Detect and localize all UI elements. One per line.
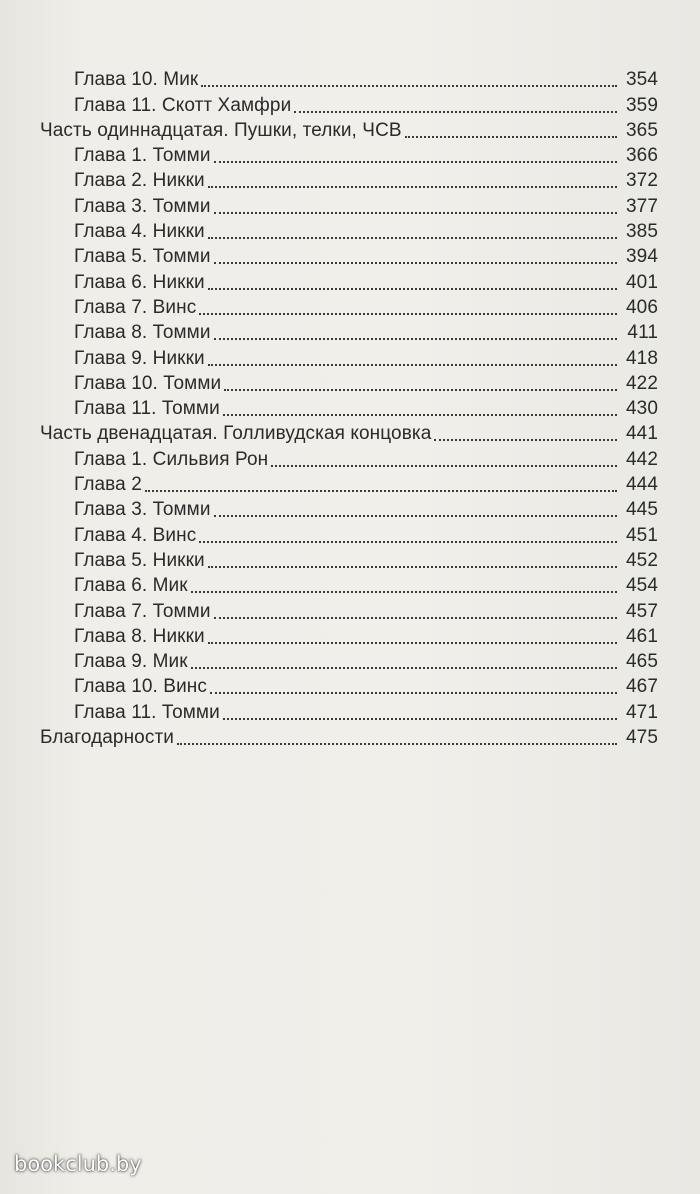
toc-entry-title: Глава 11. Томми: [74, 398, 220, 420]
toc-dot-leader: [214, 617, 617, 619]
toc-entry-page-number: 467: [625, 676, 658, 698]
toc-entry-page-number: 385: [625, 221, 658, 243]
toc-dot-leader: [223, 718, 617, 720]
toc-dot-leader: [199, 313, 617, 315]
toc-part-entry: [40, 117, 658, 142]
toc-entry-page-number: 444: [625, 474, 658, 496]
toc-dot-leader: [191, 591, 617, 593]
site-watermark: bookclub.by: [14, 1152, 142, 1176]
toc-entry-title: Часть двенадцатая. Голливудская концовка: [40, 423, 432, 445]
toc-entry-page-number: 354: [625, 69, 658, 91]
toc-entry-title: Глава 5. Никки: [74, 549, 205, 571]
toc-dot-leader: [208, 566, 617, 568]
toc-chapter-entry: [40, 445, 658, 470]
toc-dot-leader: [271, 465, 617, 467]
toc-chapter-entry: [40, 572, 658, 597]
toc-chapter-entry: [40, 547, 658, 572]
toc-dot-leader: [208, 364, 617, 366]
toc-entry-page-number: 451: [625, 524, 658, 546]
toc-chapter-entry: [40, 218, 658, 243]
toc-entry-page-number: 452: [625, 549, 658, 571]
toc-entry-title: Глава 6. Никки: [74, 271, 205, 293]
toc-dot-leader: [434, 439, 617, 441]
toc-dot-leader: [214, 338, 617, 340]
toc-dot-leader: [208, 237, 617, 239]
toc-entry-title: Глава 6. Мик: [74, 575, 188, 597]
toc-entry-title: Благодарности: [40, 727, 174, 749]
toc-dot-leader: [199, 541, 617, 543]
toc-entry-title: Глава 3. Томми: [74, 195, 211, 217]
toc-dot-leader: [294, 111, 617, 113]
toc-entry-title: Глава 2: [74, 474, 142, 496]
toc-entry-page-number: 401: [625, 271, 658, 293]
toc-chapter-entry: [40, 344, 658, 369]
toc-entry-title: Глава 9. Никки: [74, 347, 205, 369]
toc-dot-leader: [223, 414, 617, 416]
toc-entry-page-number: 406: [625, 296, 658, 318]
toc-chapter-entry: [40, 673, 658, 698]
toc-dot-leader: [145, 490, 617, 492]
toc-chapter-entry: [40, 521, 658, 546]
toc-chapter-entry: [40, 597, 658, 622]
toc-entry-title: Глава 8. Томми: [74, 322, 211, 344]
toc-dot-leader: [210, 692, 617, 694]
toc-entry-page-number: 418: [625, 347, 658, 369]
toc-entry-title: Глава 11. Скотт Хамфри: [74, 94, 292, 116]
toc-entry-page-number: 359: [625, 94, 658, 116]
toc-dot-leader: [214, 161, 617, 163]
toc-dot-leader: [405, 136, 617, 138]
toc-entry-title: Глава 5. Томми: [74, 246, 211, 268]
toc-entry-page-number: 454: [625, 575, 658, 597]
toc-entry-title: Глава 1. Томми: [74, 145, 211, 167]
toc-entry-title: Глава 4. Никки: [74, 221, 205, 243]
toc-dot-leader: [208, 642, 617, 644]
toc-dot-leader: [208, 288, 617, 290]
toc-chapter-entry: [40, 370, 658, 395]
toc-entry-title: Глава 10. Винс: [74, 676, 207, 698]
toc-part-entry: [40, 420, 658, 445]
toc-chapter-entry: [40, 648, 658, 673]
toc-entry-page-number: 372: [625, 170, 658, 192]
toc-entry-title: Глава 9. Мик: [74, 651, 188, 673]
toc-chapter-entry: [40, 192, 658, 217]
table-of-contents: [40, 66, 658, 749]
toc-chapter-entry: [40, 395, 658, 420]
toc-chapter-entry: [40, 471, 658, 496]
toc-entry-page-number: 430: [625, 398, 658, 420]
toc-entry-page-number: 471: [625, 701, 658, 723]
toc-entry-title: Глава 10. Томми: [74, 372, 222, 394]
toc-entry-page-number: 366: [625, 145, 658, 167]
toc-entry-title: Глава 7. Томми: [74, 600, 211, 622]
toc-chapter-entry: [40, 243, 658, 268]
toc-entry-page-number: 422: [625, 372, 658, 394]
toc-entry-title: Глава 7. Винс: [74, 296, 197, 318]
toc-entry-page-number: 442: [625, 448, 658, 470]
toc-dot-leader: [224, 389, 617, 391]
toc-part-entry: [40, 724, 658, 749]
toc-dot-leader: [214, 515, 617, 517]
toc-entry-title: Часть одиннадцатая. Пушки, телки, ЧСВ: [40, 119, 402, 141]
toc-chapter-entry: [40, 496, 658, 521]
toc-entry-title: Глава 8. Никки: [74, 625, 205, 647]
toc-chapter-entry: [40, 319, 658, 344]
toc-entry-title: Глава 11. Томми: [74, 701, 220, 723]
toc-dot-leader: [214, 262, 617, 264]
toc-dot-leader: [191, 667, 617, 669]
toc-chapter-entry: [40, 167, 658, 192]
toc-dot-leader: [214, 212, 617, 214]
toc-entry-page-number: 457: [625, 600, 658, 622]
toc-chapter-entry: [40, 66, 658, 91]
toc-entry-title: Глава 2. Никки: [74, 170, 205, 192]
toc-entry-title: Глава 1. Сильвия Рон: [74, 448, 269, 470]
toc-dot-leader: [208, 186, 617, 188]
toc-chapter-entry: [40, 268, 658, 293]
toc-dot-leader: [177, 743, 617, 745]
toc-entry-title: Глава 10. Мик: [74, 69, 199, 91]
toc-chapter-entry: [40, 91, 658, 116]
toc-chapter-entry: [40, 623, 658, 648]
toc-entry-page-number: 465: [625, 651, 658, 673]
toc-entry-page-number: 394: [625, 246, 658, 268]
toc-entry-page-number: 445: [625, 499, 658, 521]
toc-entry-page-number: 441: [625, 423, 658, 445]
toc-entry-page-number: 461: [625, 625, 658, 647]
toc-entry-page-number: 377: [625, 195, 658, 217]
toc-entry-page-number: 411: [627, 322, 658, 344]
toc-entry-title: Глава 4. Винс: [74, 524, 197, 546]
toc-entry-page-number: 475: [625, 727, 658, 749]
toc-chapter-entry: [40, 142, 658, 167]
toc-entry-title: Глава 3. Томми: [74, 499, 211, 521]
toc-chapter-entry: [40, 698, 658, 723]
toc-chapter-entry: [40, 294, 658, 319]
toc-entry-page-number: 365: [625, 119, 658, 141]
toc-dot-leader: [201, 85, 617, 87]
